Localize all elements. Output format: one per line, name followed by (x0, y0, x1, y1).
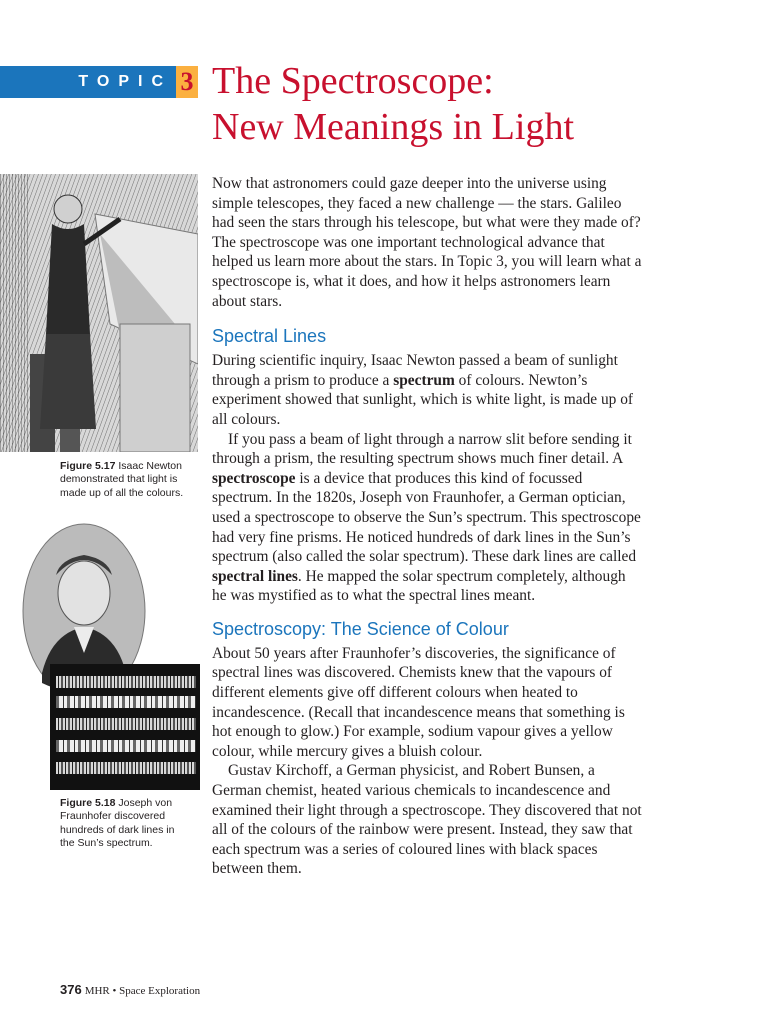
text-run: If you pass a beam of light through a narrow slit before sending it through a prism, the resulting spectrum shows much finer detail. A (212, 430, 632, 468)
footer-text: MHR • Space Exploration (84, 985, 201, 997)
figure-5-18-caption (60, 797, 190, 851)
topic-number: 3 (180, 67, 194, 96)
page-number: 376 (60, 982, 82, 997)
main-text-column (212, 174, 642, 879)
figure-5-17-text: Isaac Newton demonstrated that light is made up of all the colours. (60, 460, 184, 499)
spectroscopy-paragraph-2: Gustav Kirchoff, a German physicist, and Robert Bunsen, a German chemist, heated various chemicals to incandescence and examined their light through a spectroscope. They discovered that not all of the colours of the rainbow were present. Instead, they saw that each spectrum was a series of coloured lines with black spaces between them. (212, 762, 642, 878)
page-footer (60, 982, 200, 999)
spectral-lines-heading: Spectral Lines (212, 326, 327, 347)
figure-5-18-text: Joseph von Fraunhofer discovered hundreds of dark lines in the Sun’s spectrum. (60, 797, 175, 850)
topic-number-box (176, 66, 198, 98)
term-spectral-lines: spectral lines (212, 567, 298, 585)
text-run: During scientific inquiry, Isaac Newton passed a beam of sunlight through a prism to produce a (212, 352, 618, 389)
title-line-1: The Spectroscope: (212, 60, 494, 102)
text-run: is a device that produces this kind of focussed spectrum. In the 1820s, Joseph von Fraunhofer, a German optician, used a spectroscope to observe the Sun’s spectrum. This spectroscope had very fine prisms. He noticed hundreds of dark lines in the Sun’s spectrum (also called the solar spectrum). These dark lines are called (212, 469, 641, 566)
newton-engraving-drawing (0, 174, 198, 452)
topic-label: TOPIC (78, 73, 172, 90)
figure-5-18-label: Figure 5.18 (60, 797, 116, 809)
topic-label-bar (0, 66, 176, 98)
spectroscopy-paragraph-1: About 50 years after Fraunhofer’s discoveries, the significance of spectral lines was discovered. Chemists knew that the vapours of different elements give off different colours when heated to incandescence. (Recall that incandescence means that something is hot enough to glow.) For example, sodium vapour gives a yellow colour, while mercury gives a bluish colour. (212, 644, 625, 760)
figure-5-17-label: Figure 5.17 (60, 460, 116, 472)
text-run: of colours. Newton’s experiment showed that sunlight, which is white light, is made up of all colours. (212, 371, 634, 428)
intro-paragraph: Now that astronomers could gaze deeper into the universe using simple telescopes, they faced a new challenge — the stars. Galileo had seen the stars through his telescope, but what were they made of? The spectroscope was one important technological advance that helped us learn more about the stars. In Topic 3, you will learn what a spectroscope is, what it does, and how it helps astronomers learn about stars. (212, 175, 642, 310)
solar-spectrum-drawing (50, 664, 200, 790)
spectral-lines-paragraph-2 (212, 430, 642, 606)
spectroscopy-heading: Spectroscopy: The Science of Colour (212, 618, 509, 639)
text-run: . He mapped the solar spectrum completely, although he was mystified as to what the spectral lines meant. (212, 567, 626, 605)
solar-spectrum-image (50, 664, 200, 790)
newton-engraving-image (0, 174, 198, 452)
figure-5-17-caption (60, 460, 190, 500)
title-line-2: New Meanings in Light (212, 106, 575, 148)
term-spectroscope: spectroscope (212, 469, 296, 487)
page-title (212, 58, 574, 150)
spectral-lines-paragraph-1 (212, 351, 642, 429)
term-spectrum: spectrum (393, 371, 455, 389)
